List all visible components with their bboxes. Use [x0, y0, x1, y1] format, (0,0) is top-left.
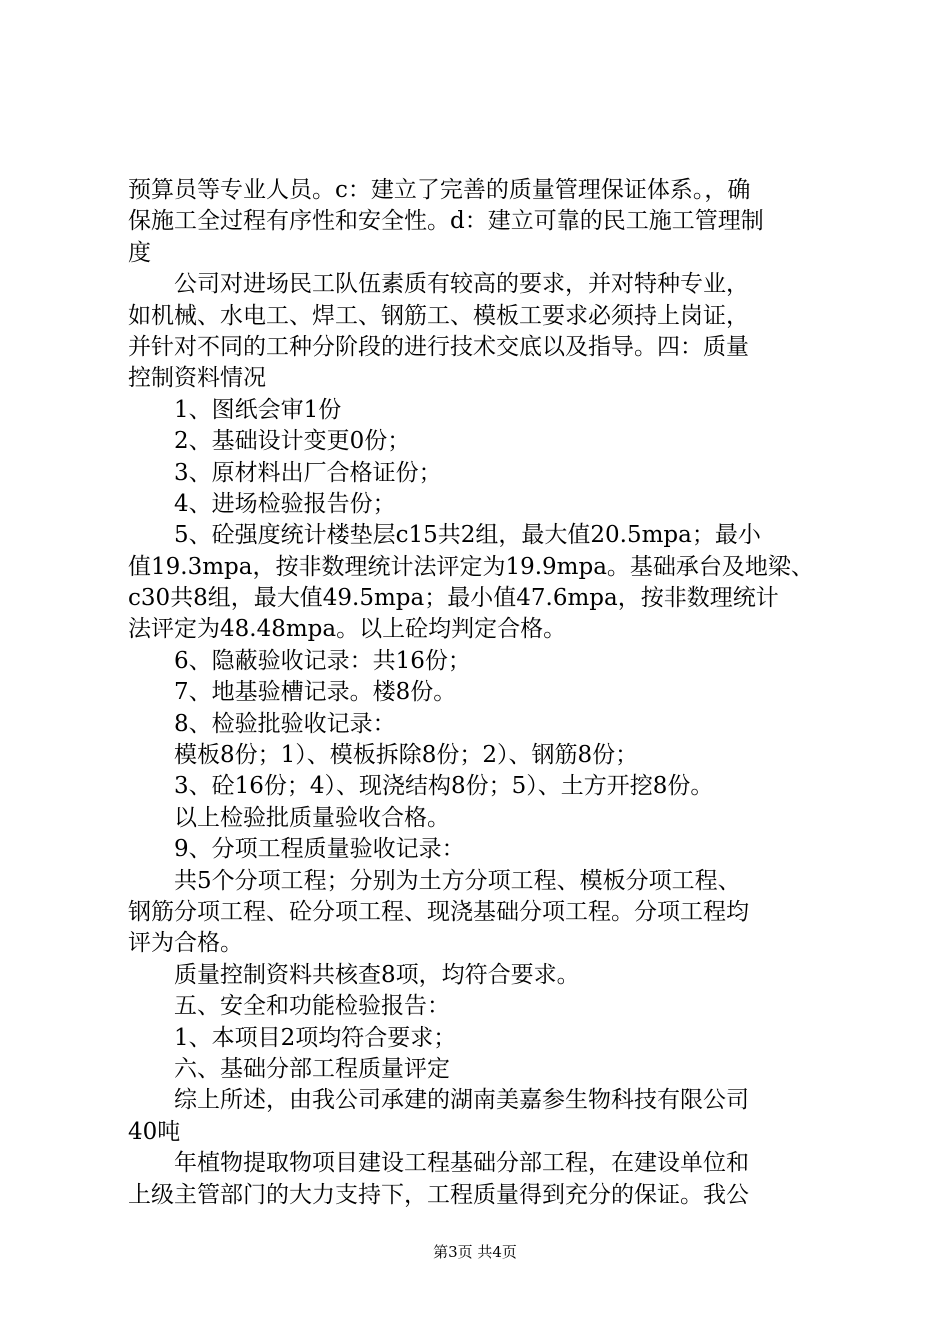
text-line: 以上检验批质量验收合格。 [128, 804, 450, 831]
page-number-label: 第3页 共4页 [433, 1243, 517, 1261]
text-line: 上级主管部门的大力支持下，工程质量得到充分的保证。我公 [128, 1181, 749, 1208]
text-line: 公司对进场民工队伍素质有较高的要求，并对特种专业， [128, 271, 749, 298]
text-line: 3、原材料出厂合格证份； [128, 459, 442, 486]
text-line: 如机械、水电工、焊工、钢筋工、模板工要求必须持上岗证， [128, 302, 749, 329]
text-line: 质量控制资料共核查8项，均符合要求。 [128, 961, 580, 988]
text-line: 1、本项目2项均符合要求； [128, 1024, 457, 1051]
text-line: 六、基础分部工程质量评定 [128, 1055, 450, 1082]
text-line: 度 [128, 239, 151, 266]
document-body [128, 175, 840, 1211]
text-line: 40吨 [128, 1118, 181, 1145]
text-line: 3、砼16份；4）、现浇结构8份；5）、土方开挖8份。 [128, 773, 714, 800]
text-line: 五、安全和功能检验报告： [128, 993, 450, 1020]
text-line: 2、基础设计变更0份； [128, 428, 411, 455]
text-line: 并针对不同的工种分阶段的进行技术交底以及指导。四：质量 [128, 333, 749, 360]
text-line: 控制资料情况 [128, 365, 266, 392]
text-line: 综上所述，由我公司承建的湖南美嘉参生物科技有限公司 [128, 1087, 749, 1114]
text-line: 钢筋分项工程、砼分项工程、现浇基础分项工程。分项工程均 [128, 898, 749, 925]
text-line: 8、检验批验收记录： [128, 710, 396, 737]
text-line: 9、分项工程质量验收记录： [128, 836, 465, 863]
text-line: 预算员等专业人员。c：建立了完善的质量管理保证体系。，确 [128, 177, 751, 203]
text-line: 保施工全过程有序性和安全性。d：建立可靠的民工施工管理制 [128, 208, 764, 235]
text-line: 4、进场检验报告份； [128, 490, 396, 517]
text-line: 5、砼强度统计楼垫层c15共2组，最大值20.5mpa；最小 [128, 522, 761, 549]
text-line: 7、地基验槽记录。楼8份。 [128, 679, 457, 706]
text-line: c30共8组，最大值49.5mpa；最小值47.6mpa，按非数理统计 [128, 585, 779, 612]
text-line: 年植物提取物项目建设工程基础分部工程，在建设单位和 [128, 1150, 749, 1177]
text-line: 模板8份；1）、模板拆除8份；2）、钢筋8份； [128, 742, 639, 769]
page-footer [0, 1242, 950, 1262]
text-line: 共5个分项工程；分别为土方分项工程、模板分项工程、 [128, 867, 741, 894]
text-line: 评为合格。 [128, 930, 243, 957]
text-line: 法评定为48.48mpa。以上砼均判定合格。 [128, 616, 567, 643]
text-line: 1、图纸会审1份 [128, 396, 342, 423]
text-line: 值19.3mpa，按非数理统计法评定为19.9mpa。基础承台及地梁、 [128, 553, 814, 580]
text-line: 6、隐蔽验收记录：共16份； [128, 647, 471, 674]
